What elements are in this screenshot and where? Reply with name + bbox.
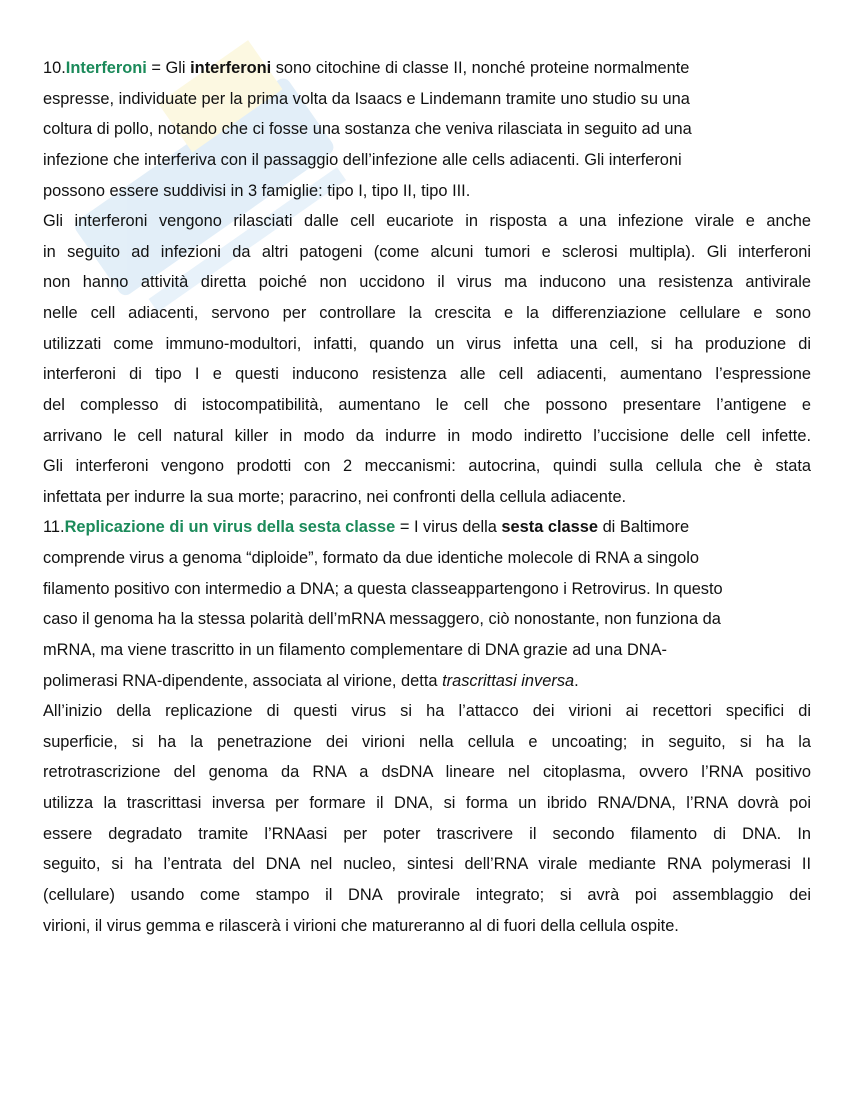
text-segment: (cellulare) usando come stampo il DNA provirale integrato; si avrà poi assemblaggio dei xyxy=(43,885,811,904)
text-line xyxy=(43,301,811,332)
text-line xyxy=(43,607,811,638)
text-segment: Gli interferoni vengono prodotti con 2 meccanismi: autocrina, quindi sulla cellula che è stata xyxy=(43,457,811,476)
bold-term: sesta classe xyxy=(501,518,599,537)
text-line xyxy=(43,179,811,210)
text-segment: retrotrascrizione del genoma da RNA a dsDNA lineare nel citoplasma, ovvero l’RNA positivo xyxy=(43,763,811,782)
text-line xyxy=(43,760,811,791)
text-line xyxy=(43,638,811,669)
italic-term: trascrittasi inversa xyxy=(442,671,575,690)
text-segment: sono citochine di classe II, nonché proteine normalmente xyxy=(271,59,690,77)
text-segment: = I virus della xyxy=(395,518,502,537)
text-segment: possono essere suddivisi in 3 famiglie: tipo I, tipo II, tipo III. xyxy=(43,181,471,200)
text-line xyxy=(43,117,811,148)
text-line xyxy=(43,454,811,485)
text-line xyxy=(43,148,811,179)
text-segment: filamento positivo con intermedio a DNA; a questa classeappartengono i Retrovirus. In questo xyxy=(43,579,723,598)
text-line xyxy=(43,424,811,455)
text-segment: 10. xyxy=(43,59,66,77)
text-segment: nelle cell adiacenti, servono per controllare la crescita e la differenziazione cellulare e sono xyxy=(43,304,811,322)
text-segment: seguito, si ha l’entrata del DNA nel nucleo, sintesi dell’RNA virale mediante RNA polymerasi II xyxy=(43,855,811,874)
text-line xyxy=(43,852,811,883)
text-segment: espresse, individuate per la prima volta da Isaacs e Lindemann tramite uno studio su una xyxy=(43,89,690,108)
text-segment: 11. xyxy=(43,518,65,537)
text-line xyxy=(43,883,811,914)
text-line xyxy=(43,270,811,301)
text-line xyxy=(43,546,811,577)
text-segment: di Baltimore xyxy=(598,518,690,537)
text-segment: utilizzati come immuno-modultori, infatti, quando un virus infetta una cell, si ha produzione di xyxy=(43,334,811,353)
text-line xyxy=(43,240,811,271)
text-line xyxy=(43,362,811,393)
bold-term: interferoni xyxy=(190,59,272,77)
text-line xyxy=(43,669,811,700)
text-segment: interferoni di tipo I e questi inducono resistenza alle cell adiacenti, aumentano l’espressione xyxy=(43,365,811,384)
text-segment: superficie, si ha la penetrazione dei virioni nella cellula e uncoating; in seguito, si ha la xyxy=(43,732,811,751)
text-line xyxy=(43,56,811,87)
section-heading: Replicazione di un virus della sesta classe xyxy=(64,518,396,537)
text-segment: virioni, il virus gemma e rilascerà i virioni che matureranno al di fuori della cellula ospite. xyxy=(43,916,679,935)
text-segment: caso il genoma ha la stessa polarità dell’mRNA messaggero, ciò nonostante, non funziona da xyxy=(43,610,721,629)
text-segment: . xyxy=(574,671,579,690)
text-segment: utilizza la trascrittasi inversa per formare il DNA, si forma un ibrido RNA/DNA, l’RNA dovrà poi xyxy=(43,794,811,812)
text-line xyxy=(43,730,811,761)
text-segment: Gli interferoni vengono rilasciati dalle cell eucariote in risposta a una infezione virale e anche xyxy=(43,212,811,231)
text-line xyxy=(43,791,811,822)
text-line xyxy=(43,393,811,424)
text-segment: comprende virus a genoma “diploide”, formato da due identiche molecole di RNA a singolo xyxy=(43,549,699,567)
text-segment: infettata per indurre la sua morte; paracrino, nei confronti della cellula adiacente. xyxy=(43,487,627,506)
text-line xyxy=(43,699,811,730)
text-segment: del complesso di istocompatibilità, aumentano le cell che possono presentare l’antigene e xyxy=(43,395,811,414)
text-line xyxy=(43,209,811,240)
text-line xyxy=(43,822,811,853)
text-segment: in seguito ad infezioni da altri patogeni (come alcuni tumori e sclerosi multipla). Gli interferoni xyxy=(43,242,811,261)
text-segment: essere degradato tramite l’RNAasi per poter trascrivere il secondo filamento di DNA. In xyxy=(43,824,811,843)
text-segment: polimerasi RNA-dipendente, associata al virione, detta xyxy=(43,671,443,690)
section-heading: Interferoni xyxy=(65,59,147,77)
text-segment: All’inizio della replicazione di questi virus si ha l’attacco dei virioni ai recettori specifici di xyxy=(43,702,811,721)
text-line xyxy=(43,515,811,546)
text-line xyxy=(43,332,811,363)
text-segment: non hanno attività diretta poiché non uccidono il virus ma inducono una resistenza antivirale xyxy=(43,273,811,292)
text-segment: arrivano le cell natural killer in modo da indurre in modo indiretto l’uccisione delle cell infette. xyxy=(43,426,811,445)
text-line xyxy=(43,485,811,516)
text-segment: mRNA, ma viene trascritto in un filamento complementare di DNA grazie ad una DNA- xyxy=(43,640,668,659)
text-segment: = Gli xyxy=(146,59,191,77)
text-line xyxy=(43,577,811,608)
text-segment: infezione che interferiva con il passaggio dell’infezione alle cells adiacenti. Gli interferoni xyxy=(43,150,682,169)
text-line xyxy=(43,87,811,118)
document-page xyxy=(43,56,811,944)
text-line xyxy=(43,914,811,945)
text-segment: coltura di pollo, notando che ci fosse una sostanza che veniva rilasciata in seguito ad una xyxy=(43,120,692,139)
